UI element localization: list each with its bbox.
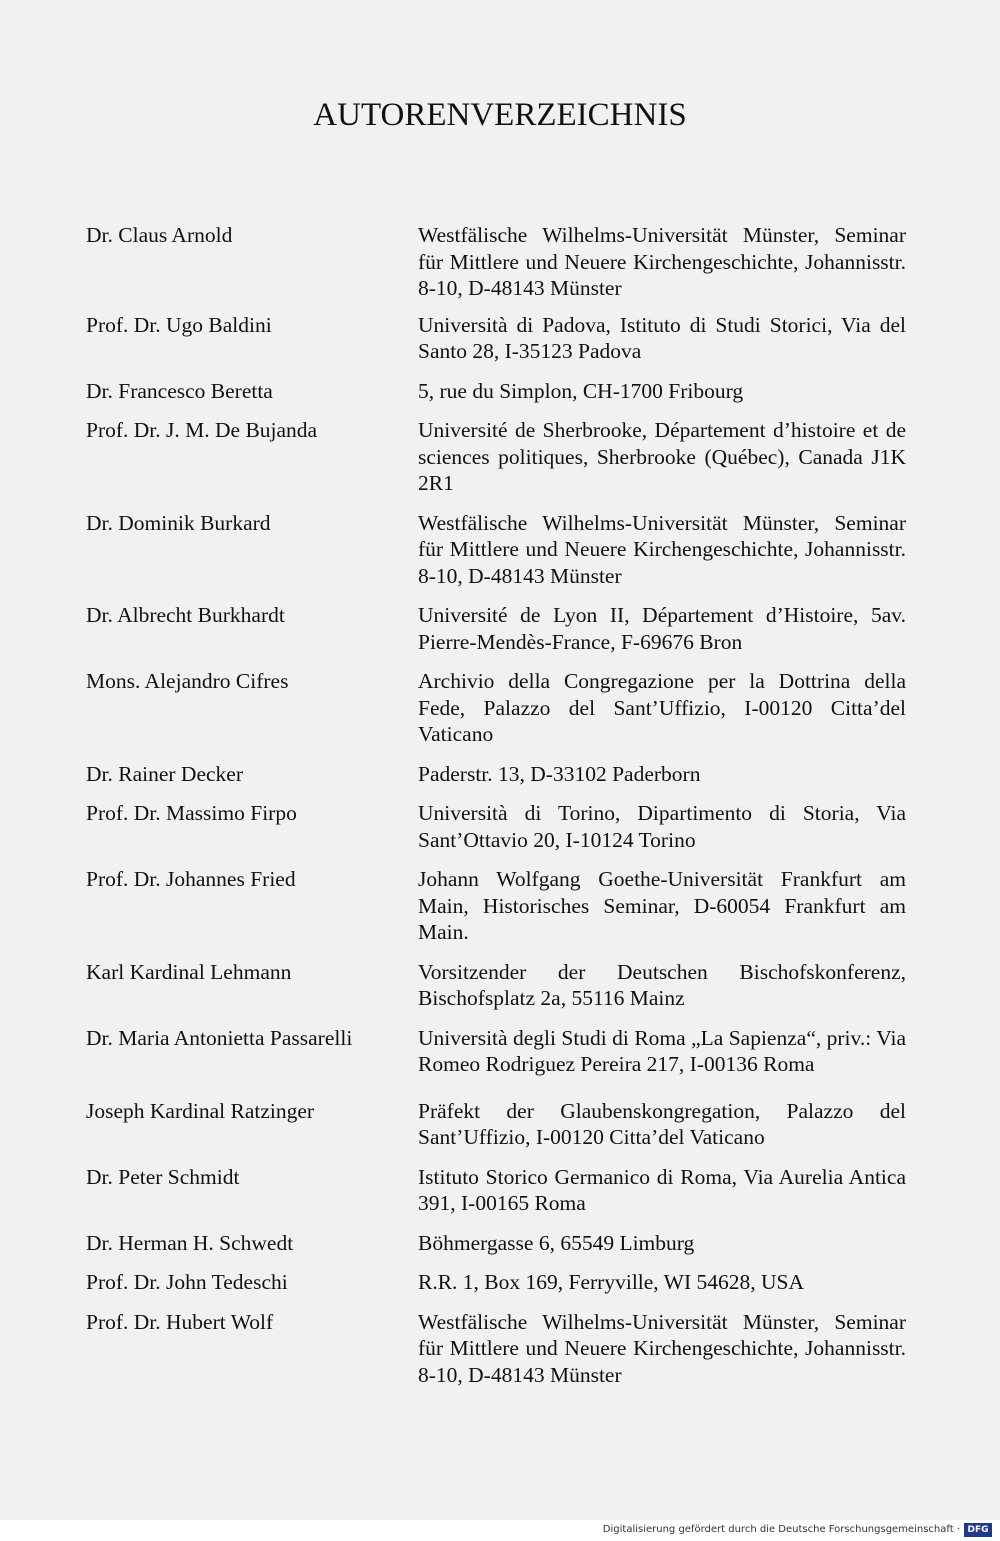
author-name: Dr. Maria Antonietta Passarelli: [86, 1025, 353, 1050]
author-address: Università di Padova, Istituto di Studi Storici, Via del Santo 28, I-35123 Padova: [418, 312, 906, 363]
author-address: Università degli Studi di Roma „La Sapienza“, priv.: Via Romeo Rodriguez Pereira 217, I-00136 Roma: [418, 1025, 906, 1076]
author-entry: [86, 1025, 906, 1078]
author-name: Prof. Dr. Ugo Baldini: [86, 312, 272, 337]
author-name: Dr. Albrecht Burkhardt: [86, 603, 285, 627]
author-entry: [86, 602, 906, 655]
author-entry: [86, 800, 906, 853]
dfg-logo: DFG: [964, 1523, 992, 1537]
author-address: Université de Lyon II, Département d’Histoire, 5av. Pierre-Mendès-France, F-69676 Bron: [418, 603, 906, 654]
author-entry: [86, 959, 906, 1012]
author-entry: [86, 1309, 906, 1389]
author-entry: [86, 668, 906, 748]
author-address: R.R. 1, Box 169, Ferryville, WI 54628, USA: [418, 1270, 805, 1294]
author-name: Prof. Dr. J. M. De Bujanda: [86, 418, 318, 442]
author-address: 5, rue du Simplon, CH-1700 Fribourg: [418, 378, 744, 403]
author-entry: [86, 1098, 906, 1151]
author-name: Prof. Dr. Johannes Fried: [86, 867, 296, 891]
author-name: Prof. Dr. Hubert Wolf: [86, 1309, 274, 1334]
author-name: Dr. Francesco Beretta: [86, 378, 273, 403]
author-entry: [86, 1164, 906, 1217]
author-entry: [86, 417, 906, 497]
author-address: Westfälische Wilhelms-Universität Münster, Seminar für Mittlere und Neuere Kirchengeschichte, Johannisstr. 8-10, D-48143 Münster: [418, 1309, 906, 1387]
author-entry: [86, 1269, 906, 1296]
author-address: Westfälische Wilhelms-Universität Münster, Seminar für Mittlere und Neuere Kirchengeschichte, Johannisstr. 8-10, D-48143 Münster: [418, 510, 906, 588]
page-title: AUTORENVERZEICHNIS: [313, 97, 687, 133]
author-name: Dr. Peter Schmidt: [86, 1164, 240, 1189]
author-entry: [86, 761, 906, 788]
funding-note: Digitalisierung gefördert durch die Deutsche Forschungsgemeinschaft ·: [602, 1524, 960, 1535]
author-name: Joseph Kardinal Ratzinger: [86, 1098, 315, 1123]
author-name: Dr. Herman H. Schwedt: [86, 1230, 294, 1255]
author-name: Prof. Dr. Massimo Firpo: [86, 801, 297, 825]
author-name: Dr. Rainer Decker: [86, 761, 243, 786]
author-address: Archivio della Congregazione per la Dottrina della Fede, Palazzo del Sant’Uffizio, I-00120 Citta’del Vaticano: [418, 669, 906, 746]
author-address: Université de Sherbrooke, Département d’histoire et de sciences politiques, Sherbrooke (Québec), Canada J1K 2R1: [418, 418, 906, 495]
author-entry: [86, 1230, 906, 1257]
author-name: Karl Kardinal Lehmann: [86, 959, 292, 984]
author-address: Istituto Storico Germanico di Roma, Via Aurelia Antica 391, I-00165 Roma: [418, 1164, 906, 1215]
author-address: Università di Torino, Dipartimento di Storia, Via Sant’Ottavio 20, I-10124 Torino: [418, 801, 906, 852]
author-entry: [86, 510, 906, 590]
author-address: Johann Wolfgang Goethe-Universität Frankfurt am Main, Historisches Seminar, D-60054 Frankfurt am Main.: [418, 867, 906, 944]
author-address: Paderstr. 13, D-33102 Paderborn: [418, 761, 701, 786]
digitization-footer: [0, 1520, 1000, 1541]
author-entry: [86, 222, 906, 302]
author-list: [86, 222, 906, 1388]
author-name: Mons. Alejandro Cifres: [86, 669, 289, 693]
author-name: Dr. Dominik Burkard: [86, 510, 271, 535]
author-entry: [86, 866, 906, 946]
author-name: Dr. Claus Arnold: [86, 223, 233, 247]
author-address: Böhmergasse 6, 65549 Limburg: [418, 1230, 695, 1255]
author-address: Präfekt der Glaubenskongregation, Palazzo del Sant’Uffizio, I-00120 Citta’del Vaticano: [418, 1098, 906, 1149]
author-address: Westfälische Wilhelms-Universität Münster, Seminar für Mittlere und Neuere Kirchengeschichte, Johannisstr. 8-10, D-48143 Münster: [418, 223, 906, 300]
author-entry: [86, 312, 906, 365]
author-address: Vorsitzender der Deutschen Bischofskonferenz, Bischofsplatz 2a, 55116 Mainz: [418, 959, 906, 1010]
author-entry: [86, 378, 906, 405]
author-name: Prof. Dr. John Tedeschi: [86, 1270, 288, 1294]
